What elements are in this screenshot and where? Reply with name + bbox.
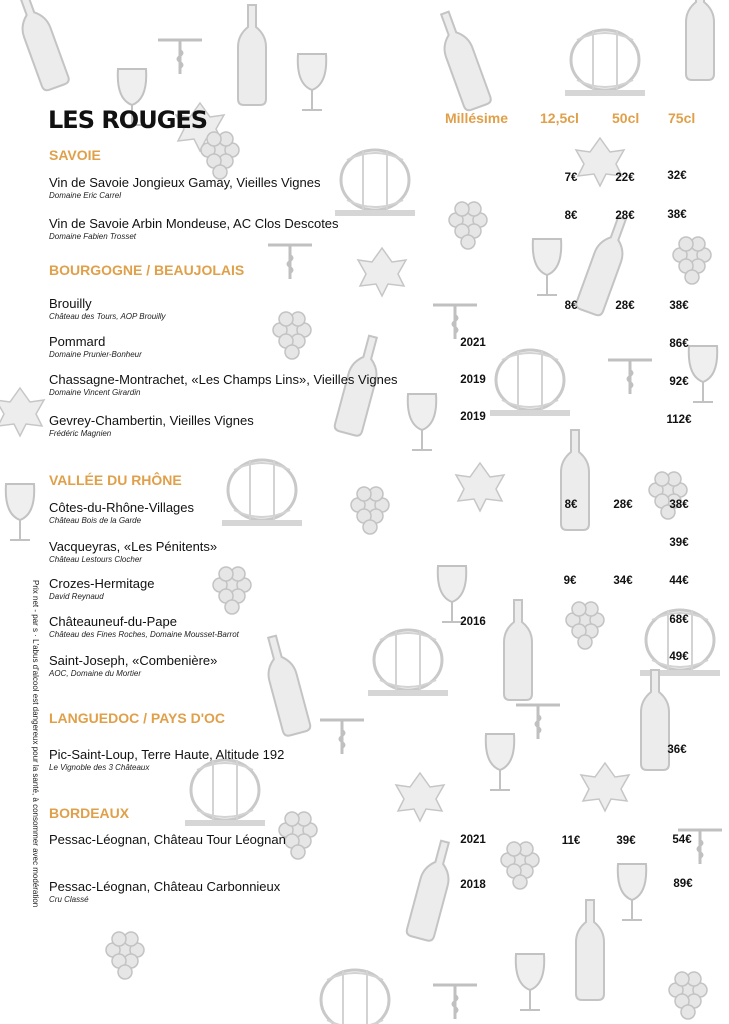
price-bottle: 49€: [669, 651, 689, 663]
price-glass: 7€: [564, 172, 578, 184]
wine-producer: Domaine Prunier-Bonheur: [49, 350, 142, 359]
wine-name: Saint-Joseph, «Combenière»: [49, 653, 218, 668]
wine-entry: [49, 614, 239, 640]
column-header-bottle: 75cl: [668, 110, 696, 126]
wine-producer: Frédéric Magnien: [49, 429, 112, 438]
price-glass: 9€: [563, 575, 577, 587]
price-bottle: 68€: [669, 614, 689, 626]
wine-producer: Le Vignoble des 3 Châteaux: [49, 763, 150, 772]
wine-name: Pessac-Léognan, Château Tour Léognan: [49, 832, 286, 847]
wine-producer: Château Bois de la Garde: [49, 516, 142, 525]
price-half-bottle: 34€: [613, 575, 633, 587]
price-half-bottle: 28€: [615, 300, 635, 312]
wine-entry: [49, 372, 398, 398]
vintage-year: 2021: [460, 337, 486, 349]
section-heading-bourgogne: BOURGOGNE / BEAUJOLAIS: [49, 262, 245, 278]
wine-producer: Château Lestours Clocher: [49, 555, 142, 564]
wine-name: Brouilly: [49, 296, 92, 311]
wine-entry: [49, 832, 286, 848]
price-bottle: 86€: [669, 338, 689, 350]
vintage-year: 2018: [460, 879, 486, 891]
wine-entry: [49, 653, 217, 679]
wine-name: Châteauneuf-du-Pape: [49, 614, 177, 629]
vintage-year: 2019: [460, 374, 486, 386]
price-bottle: 39€: [669, 537, 689, 549]
wine-entry: [49, 413, 254, 439]
wine-name: Pic-Saint-Loup, Terre Haute, Altitude 192: [49, 747, 285, 762]
column-header-glass: 12,5cl: [540, 110, 579, 126]
legal-disclaimer: Prix net - par s · L'abus d'alcool est dangereux pour la santé, à consommer avec modération: [31, 580, 40, 908]
price-glass: 8€: [564, 210, 578, 222]
wine-entry: [49, 334, 142, 360]
column-header-vintage: Millésime: [445, 110, 509, 126]
wine-entry: [49, 539, 217, 565]
wine-producer: Domaine Vincent Girardin: [49, 388, 141, 397]
wine-name: Côtes-du-Rhône-Villages: [49, 500, 195, 515]
wine-producer: David Reynaud: [49, 592, 104, 601]
section-heading-bordeaux: BORDEAUX: [49, 805, 130, 821]
vintage-year: 2021: [460, 834, 486, 846]
section-heading-rhone: VALLÉE DU RHÔNE: [49, 472, 182, 488]
price-bottle: 38€: [669, 300, 689, 312]
price-bottle: 92€: [669, 376, 689, 388]
wine-name: Pessac-Léognan, Château Carbonnieux: [49, 879, 281, 894]
wine-entry: [49, 216, 339, 242]
wine-name: Vin de Savoie Arbin Mondeuse, AC Clos Descotes: [49, 216, 339, 231]
price-bottle: 36€: [667, 744, 687, 756]
wine-entry: [49, 576, 154, 602]
price-bottle: 38€: [669, 499, 689, 511]
price-bottle: 54€: [672, 834, 692, 846]
price-bottle: 89€: [673, 878, 693, 890]
price-half-bottle: 28€: [613, 499, 633, 511]
wine-name: Chassagne-Montrachet, «Les Champs Lins», Vieilles Vignes: [49, 372, 398, 387]
wine-producer: Domaine Eric Carrel: [49, 191, 122, 200]
wine-producer: AOC, Domaine du Mortier: [49, 669, 142, 678]
price-half-bottle: 28€: [615, 210, 635, 222]
wine-name: Crozes-Hermitage: [49, 576, 155, 591]
price-glass: 11€: [561, 835, 581, 847]
column-header-half-bottle: 50cl: [612, 110, 640, 126]
price-glass: 8€: [564, 300, 578, 312]
wine-name: Vin de Savoie Jongieux Gamay, Vieilles Vignes: [49, 175, 321, 190]
section-heading-savoie: SAVOIE: [49, 147, 101, 163]
wine-entry: [49, 296, 166, 322]
vintage-year: 2016: [460, 616, 486, 628]
page-title: LES ROUGES: [48, 106, 208, 134]
wine-producer: Domaine Fabien Trosset: [49, 232, 136, 241]
wine-name: Vacqueyras, «Les Pénitents»: [49, 539, 218, 554]
vintage-year: 2019: [460, 411, 486, 423]
price-glass: 8€: [564, 499, 578, 511]
wine-producer: Château des Tours, AOP Brouilly: [49, 312, 166, 321]
wine-producer: Cru Classé: [49, 895, 89, 904]
wine-entry: [49, 500, 194, 526]
price-half-bottle: 39€: [616, 835, 636, 847]
wine-producer: Château des Fines Roches, Domaine Mousset-Barrot: [49, 630, 239, 639]
price-half-bottle: 22€: [615, 172, 635, 184]
section-heading-languedoc: LANGUEDOC / PAYS D'OC: [49, 710, 226, 726]
wine-entry: [49, 879, 280, 905]
price-bottle: 38€: [667, 209, 687, 221]
price-bottle: 112€: [666, 414, 692, 426]
price-bottle: 32€: [667, 170, 687, 182]
price-bottle: 44€: [669, 575, 689, 587]
wine-name: Pommard: [49, 334, 106, 349]
wine-entry: [49, 747, 284, 773]
wine-entry: [49, 175, 320, 201]
wine-name: Gevrey-Chambertin, Vieilles Vignes: [49, 413, 254, 428]
